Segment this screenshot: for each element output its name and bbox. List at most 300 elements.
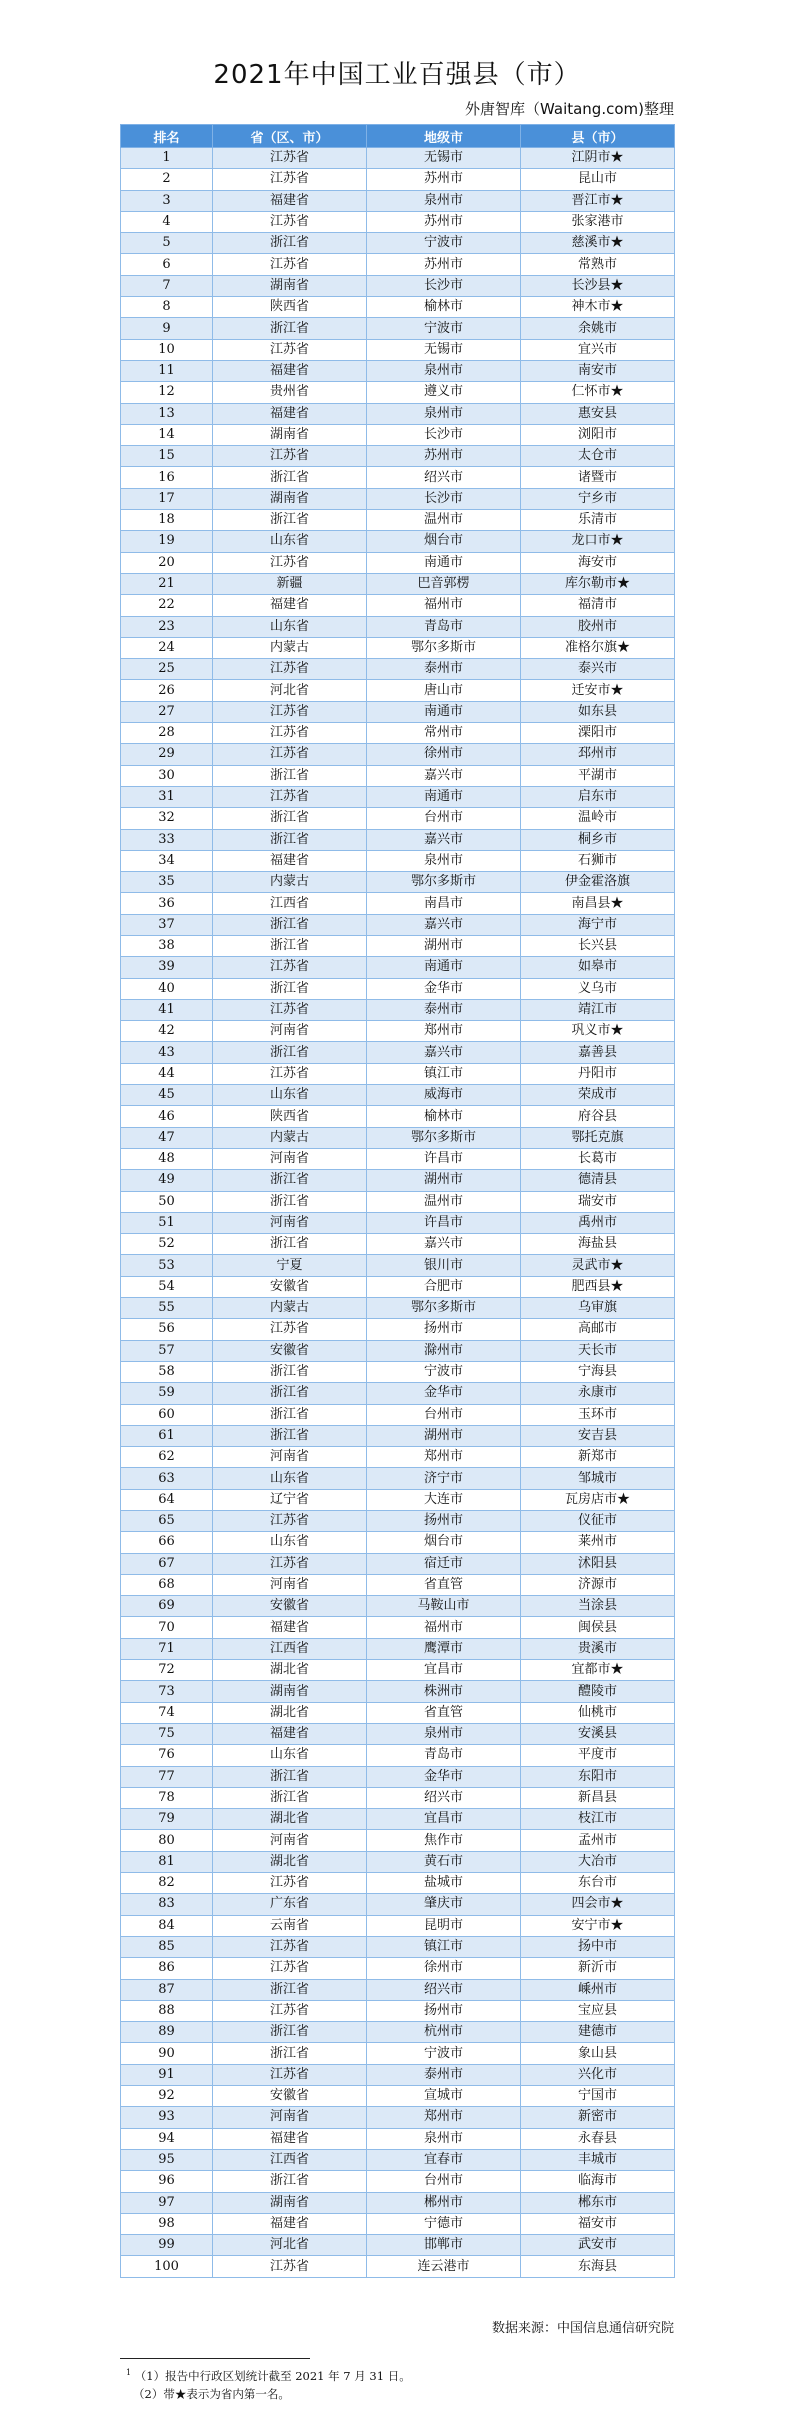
table-row [121, 786, 675, 807]
cell-prefecture-city: 湖州市 [367, 1170, 521, 1191]
cell-rank: 12 [121, 382, 213, 403]
cell-county: 大冶市 [521, 1851, 675, 1872]
table-row [121, 893, 675, 914]
table-row [121, 2043, 675, 2064]
cell-rank: 26 [121, 680, 213, 701]
cell-rank: 9 [121, 318, 213, 339]
cell-county: 平湖市 [521, 765, 675, 786]
cell-rank: 82 [121, 1873, 213, 1894]
table-row [121, 850, 675, 871]
cell-prefecture-city: 遵义市 [367, 382, 521, 403]
cell-rank: 16 [121, 467, 213, 488]
cell-province: 江苏省 [213, 211, 367, 232]
cell-prefecture-city: 长沙市 [367, 424, 521, 445]
table-row [121, 1340, 675, 1361]
cell-prefecture-city: 湖州市 [367, 935, 521, 956]
cell-rank: 10 [121, 339, 213, 360]
cell-prefecture-city: 泰州市 [367, 659, 521, 680]
cell-province: 浙江省 [213, 1787, 367, 1808]
cell-prefecture-city: 宁波市 [367, 1361, 521, 1382]
cell-county: 当涂县 [521, 1596, 675, 1617]
cell-county: 象山县 [521, 2043, 675, 2064]
cell-province: 内蒙古 [213, 1298, 367, 1319]
cell-rank: 27 [121, 701, 213, 722]
table-row [121, 573, 675, 594]
cell-rank: 13 [121, 403, 213, 424]
table-row [121, 1766, 675, 1787]
cell-county: 禹州市 [521, 1212, 675, 1233]
table-row [121, 957, 675, 978]
cell-province: 浙江省 [213, 1404, 367, 1425]
table-row [121, 254, 675, 275]
cell-province: 江西省 [213, 1638, 367, 1659]
table-row [121, 2000, 675, 2021]
cell-prefecture-city: 宜昌市 [367, 1809, 521, 1830]
cell-prefecture-city: 鹰潭市 [367, 1638, 521, 1659]
cell-province: 安徽省 [213, 1276, 367, 1297]
cell-prefecture-city: 南通市 [367, 552, 521, 573]
cell-prefecture-city: 南昌市 [367, 893, 521, 914]
table-row [121, 1936, 675, 1957]
cell-province: 江苏省 [213, 2064, 367, 2085]
cell-province: 江苏省 [213, 148, 367, 169]
cell-province: 江苏省 [213, 446, 367, 467]
cell-rank: 62 [121, 1447, 213, 1468]
cell-rank: 2 [121, 169, 213, 190]
cell-province: 山东省 [213, 1085, 367, 1106]
cell-prefecture-city: 马鞍山市 [367, 1596, 521, 1617]
cell-county: 浏阳市 [521, 424, 675, 445]
cell-county: 靖江市 [521, 999, 675, 1020]
cell-prefecture-city: 许昌市 [367, 1212, 521, 1233]
footnote-divider [120, 2358, 310, 2359]
cell-rank: 30 [121, 765, 213, 786]
table-row [121, 1468, 675, 1489]
cell-county: 永康市 [521, 1383, 675, 1404]
cell-prefecture-city: 连云港市 [367, 2256, 521, 2277]
cell-prefecture-city: 苏州市 [367, 211, 521, 232]
cell-province: 浙江省 [213, 318, 367, 339]
cell-province: 江苏省 [213, 2000, 367, 2021]
table-row [121, 2086, 675, 2107]
cell-prefecture-city: 绍兴市 [367, 1979, 521, 2000]
cell-province: 湖南省 [213, 1681, 367, 1702]
cell-rank: 37 [121, 914, 213, 935]
cell-prefecture-city: 嘉兴市 [367, 1042, 521, 1063]
cell-county: 安吉县 [521, 1425, 675, 1446]
table-row [121, 1383, 675, 1404]
cell-prefecture-city: 泉州市 [367, 850, 521, 871]
cell-province: 安徽省 [213, 1340, 367, 1361]
cell-county: 桐乡市 [521, 829, 675, 850]
cell-rank: 78 [121, 1787, 213, 1808]
cell-province: 河南省 [213, 1021, 367, 1042]
table-row [121, 1958, 675, 1979]
table-row [121, 1511, 675, 1532]
cell-rank: 75 [121, 1723, 213, 1744]
cell-prefecture-city: 滁州市 [367, 1340, 521, 1361]
ranking-table [120, 124, 675, 2278]
cell-county: 郴东市 [521, 2192, 675, 2213]
cell-rank: 81 [121, 1851, 213, 1872]
cell-rank: 34 [121, 850, 213, 871]
ranking-table-container [120, 124, 674, 2278]
table-row [121, 872, 675, 893]
cell-rank: 19 [121, 531, 213, 552]
table-row [121, 360, 675, 381]
cell-county: 仁怀市★ [521, 382, 675, 403]
cell-prefecture-city: 嘉兴市 [367, 765, 521, 786]
cell-province: 湖北省 [213, 1660, 367, 1681]
cell-province: 江苏省 [213, 1958, 367, 1979]
table-row [121, 680, 675, 701]
cell-rank: 25 [121, 659, 213, 680]
cell-rank: 65 [121, 1511, 213, 1532]
cell-province: 湖北省 [213, 1809, 367, 1830]
cell-rank: 11 [121, 360, 213, 381]
cell-rank: 57 [121, 1340, 213, 1361]
cell-prefecture-city: 宁波市 [367, 318, 521, 339]
cell-rank: 66 [121, 1532, 213, 1553]
cell-county: 南昌县★ [521, 893, 675, 914]
table-row [121, 1191, 675, 1212]
cell-county: 海盐县 [521, 1234, 675, 1255]
footnote-marker: 1 [126, 2368, 132, 2378]
cell-county: 泰兴市 [521, 659, 675, 680]
cell-rank: 60 [121, 1404, 213, 1425]
cell-province: 云南省 [213, 1915, 367, 1936]
table-row [121, 1574, 675, 1595]
cell-county: 长兴县 [521, 935, 675, 956]
cell-province: 河北省 [213, 680, 367, 701]
cell-county: 闽侯县 [521, 1617, 675, 1638]
table-row [121, 935, 675, 956]
cell-county: 伊金霍洛旗 [521, 872, 675, 893]
cell-rank: 35 [121, 872, 213, 893]
cell-prefecture-city: 苏州市 [367, 169, 521, 190]
cell-rank: 20 [121, 552, 213, 573]
cell-province: 湖北省 [213, 1851, 367, 1872]
cell-rank: 39 [121, 957, 213, 978]
cell-prefecture-city: 绍兴市 [367, 467, 521, 488]
cell-county: 张家港市 [521, 211, 675, 232]
table-row [121, 1127, 675, 1148]
table-row [121, 978, 675, 999]
cell-rank: 99 [121, 2235, 213, 2256]
table-row [121, 1170, 675, 1191]
cell-county: 海宁市 [521, 914, 675, 935]
footnote-2: （2）带★表示为省内第一名。 [133, 2387, 290, 2401]
cell-prefecture-city: 嘉兴市 [367, 1234, 521, 1255]
cell-province: 江苏省 [213, 723, 367, 744]
cell-prefecture-city: 泉州市 [367, 1723, 521, 1744]
table-row [121, 701, 675, 722]
cell-prefecture-city: 泉州市 [367, 403, 521, 424]
cell-rank: 64 [121, 1489, 213, 1510]
cell-province: 浙江省 [213, 1234, 367, 1255]
table-row [121, 2107, 675, 2128]
cell-prefecture-city: 温州市 [367, 510, 521, 531]
cell-province: 浙江省 [213, 1361, 367, 1382]
cell-county: 石狮市 [521, 850, 675, 871]
cell-prefecture-city: 省直管 [367, 1574, 521, 1595]
cell-rank: 92 [121, 2086, 213, 2107]
cell-province: 广东省 [213, 1894, 367, 1915]
cell-rank: 77 [121, 1766, 213, 1787]
table-row [121, 1298, 675, 1319]
table-row [121, 2192, 675, 2213]
cell-prefecture-city: 银川市 [367, 1255, 521, 1276]
cell-prefecture-city: 苏州市 [367, 446, 521, 467]
table-row [121, 1255, 675, 1276]
cell-rank: 94 [121, 2128, 213, 2149]
table-row [121, 1745, 675, 1766]
cell-prefecture-city: 泉州市 [367, 190, 521, 211]
cell-rank: 21 [121, 573, 213, 594]
cell-rank: 15 [121, 446, 213, 467]
cell-province: 江苏省 [213, 1319, 367, 1340]
cell-province: 浙江省 [213, 1042, 367, 1063]
cell-county: 仙桃市 [521, 1702, 675, 1723]
cell-prefecture-city: 常州市 [367, 723, 521, 744]
cell-province: 山东省 [213, 1745, 367, 1766]
cell-rank: 88 [121, 2000, 213, 2021]
cell-province: 山东省 [213, 1468, 367, 1489]
table-row [121, 2064, 675, 2085]
cell-prefecture-city: 盐城市 [367, 1873, 521, 1894]
cell-prefecture-city: 榆林市 [367, 297, 521, 318]
cell-county: 灵武市★ [521, 1255, 675, 1276]
cell-county: 福安市 [521, 2213, 675, 2234]
cell-county: 东海县 [521, 2256, 675, 2277]
table-row [121, 914, 675, 935]
cell-county: 如皋市 [521, 957, 675, 978]
table-row [121, 1681, 675, 1702]
cell-prefecture-city: 省直管 [367, 1702, 521, 1723]
table-row [121, 488, 675, 509]
cell-prefecture-city: 台州市 [367, 808, 521, 829]
cell-county: 瓦房店市★ [521, 1489, 675, 1510]
table-row [121, 552, 675, 573]
cell-county: 溧阳市 [521, 723, 675, 744]
cell-county: 诸暨市 [521, 467, 675, 488]
cell-prefecture-city: 镇江市 [367, 1936, 521, 1957]
cell-county: 江阴市★ [521, 148, 675, 169]
cell-rank: 43 [121, 1042, 213, 1063]
cell-county: 孟州市 [521, 1830, 675, 1851]
cell-prefecture-city: 郑州市 [367, 1021, 521, 1042]
table-row [121, 1319, 675, 1340]
cell-prefecture-city: 大连市 [367, 1489, 521, 1510]
cell-province: 河南省 [213, 1212, 367, 1233]
cell-rank: 41 [121, 999, 213, 1020]
cell-rank: 7 [121, 275, 213, 296]
cell-province: 江苏省 [213, 1873, 367, 1894]
cell-county: 昆山市 [521, 169, 675, 190]
cell-rank: 32 [121, 808, 213, 829]
cell-rank: 54 [121, 1276, 213, 1297]
table-row [121, 2022, 675, 2043]
table-row [121, 1361, 675, 1382]
cell-prefecture-city: 鄂尔多斯市 [367, 872, 521, 893]
cell-province: 江苏省 [213, 169, 367, 190]
cell-county: 高邮市 [521, 1319, 675, 1340]
table-row [121, 2235, 675, 2256]
cell-prefecture-city: 巴音郭楞 [367, 573, 521, 594]
cell-county: 瑞安市 [521, 1191, 675, 1212]
cell-prefecture-city: 宁波市 [367, 2043, 521, 2064]
cell-county: 安溪县 [521, 1723, 675, 1744]
table-row [121, 829, 675, 850]
table-row [121, 1809, 675, 1830]
cell-province: 江苏省 [213, 744, 367, 765]
cell-county: 库尔勒市★ [521, 573, 675, 594]
column-header-rank: 排名 [121, 125, 213, 148]
cell-rank: 45 [121, 1085, 213, 1106]
table-row [121, 1723, 675, 1744]
cell-province: 江苏省 [213, 339, 367, 360]
cell-county: 准格尔旗★ [521, 637, 675, 658]
table-row [121, 744, 675, 765]
cell-county: 沭阳县 [521, 1553, 675, 1574]
cell-province: 浙江省 [213, 1425, 367, 1446]
cell-province: 浙江省 [213, 233, 367, 254]
cell-province: 内蒙古 [213, 637, 367, 658]
cell-province: 陕西省 [213, 297, 367, 318]
cell-county: 建德市 [521, 2022, 675, 2043]
cell-county: 临海市 [521, 2171, 675, 2192]
table-row [121, 1553, 675, 1574]
cell-county: 邳州市 [521, 744, 675, 765]
cell-rank: 86 [121, 1958, 213, 1979]
cell-province: 福建省 [213, 2128, 367, 2149]
cell-rank: 98 [121, 2213, 213, 2234]
cell-rank: 55 [121, 1298, 213, 1319]
cell-county: 扬中市 [521, 1936, 675, 1957]
data-source: 数据来源：中国信息通信研究院 [491, 2321, 674, 2336]
cell-prefecture-city: 福州市 [367, 1617, 521, 1638]
cell-province: 江苏省 [213, 1063, 367, 1084]
cell-county: 仪征市 [521, 1511, 675, 1532]
cell-prefecture-city: 无锡市 [367, 148, 521, 169]
cell-province: 江西省 [213, 2149, 367, 2170]
table-row [121, 2128, 675, 2149]
cell-county: 乐清市 [521, 510, 675, 531]
table-row [121, 1638, 675, 1659]
cell-prefecture-city: 合肥市 [367, 1276, 521, 1297]
cell-prefecture-city: 烟台市 [367, 531, 521, 552]
cell-rank: 29 [121, 744, 213, 765]
table-row [121, 190, 675, 211]
cell-province: 河南省 [213, 1830, 367, 1851]
cell-rank: 83 [121, 1894, 213, 1915]
table-row [121, 999, 675, 1020]
cell-province: 宁夏 [213, 1255, 367, 1276]
table-row [121, 1787, 675, 1808]
table-row [121, 1915, 675, 1936]
cell-county: 德清县 [521, 1170, 675, 1191]
table-row [121, 1021, 675, 1042]
cell-rank: 69 [121, 1596, 213, 1617]
cell-province: 新疆 [213, 573, 367, 594]
table-row [121, 808, 675, 829]
cell-rank: 4 [121, 211, 213, 232]
cell-county: 晋江市★ [521, 190, 675, 211]
cell-rank: 79 [121, 1809, 213, 1830]
cell-prefecture-city: 南通市 [367, 786, 521, 807]
cell-prefecture-city: 许昌市 [367, 1148, 521, 1169]
cell-province: 浙江省 [213, 467, 367, 488]
cell-prefecture-city: 烟台市 [367, 1532, 521, 1553]
cell-province: 贵州省 [213, 382, 367, 403]
cell-county: 武安市 [521, 2235, 675, 2256]
table-row [121, 424, 675, 445]
cell-county: 新沂市 [521, 1958, 675, 1979]
table-row [121, 1212, 675, 1233]
cell-rank: 87 [121, 1979, 213, 2000]
cell-province: 湖北省 [213, 1702, 367, 1723]
cell-county: 常熟市 [521, 254, 675, 275]
cell-rank: 72 [121, 1660, 213, 1681]
cell-prefecture-city: 宁波市 [367, 233, 521, 254]
table-row [121, 659, 675, 680]
cell-county: 宜都市★ [521, 1660, 675, 1681]
table-row [121, 467, 675, 488]
cell-county: 四会市★ [521, 1894, 675, 1915]
cell-rank: 46 [121, 1106, 213, 1127]
cell-rank: 96 [121, 2171, 213, 2192]
cell-county: 义乌市 [521, 978, 675, 999]
table-row [121, 2171, 675, 2192]
table-row [121, 1106, 675, 1127]
cell-prefecture-city: 嘉兴市 [367, 914, 521, 935]
cell-rank: 84 [121, 1915, 213, 1936]
cell-rank: 70 [121, 1617, 213, 1638]
cell-county: 天长市 [521, 1340, 675, 1361]
cell-prefecture-city: 温州市 [367, 1191, 521, 1212]
cell-prefecture-city: 郑州市 [367, 2107, 521, 2128]
cell-rank: 80 [121, 1830, 213, 1851]
cell-prefecture-city: 宣城市 [367, 2086, 521, 2107]
cell-county: 长沙县★ [521, 275, 675, 296]
cell-province: 江苏省 [213, 786, 367, 807]
cell-rank: 61 [121, 1425, 213, 1446]
table-row [121, 382, 675, 403]
cell-prefecture-city: 扬州市 [367, 2000, 521, 2021]
cell-county: 惠安县 [521, 403, 675, 424]
table-row [121, 723, 675, 744]
table-row [121, 1234, 675, 1255]
cell-county: 嵊州市 [521, 1979, 675, 2000]
table-row [121, 1425, 675, 1446]
cell-prefecture-city: 鄂尔多斯市 [367, 637, 521, 658]
cell-rank: 91 [121, 2064, 213, 2085]
cell-province: 浙江省 [213, 2043, 367, 2064]
cell-prefecture-city: 肇庆市 [367, 1894, 521, 1915]
table-row [121, 318, 675, 339]
cell-prefecture-city: 金华市 [367, 978, 521, 999]
cell-county: 海安市 [521, 552, 675, 573]
cell-county: 胶州市 [521, 616, 675, 637]
cell-county: 新郑市 [521, 1447, 675, 1468]
cell-rank: 17 [121, 488, 213, 509]
cell-prefecture-city: 台州市 [367, 1404, 521, 1425]
cell-rank: 42 [121, 1021, 213, 1042]
cell-rank: 56 [121, 1319, 213, 1340]
table-row [121, 765, 675, 786]
table-row [121, 275, 675, 296]
table-row [121, 339, 675, 360]
